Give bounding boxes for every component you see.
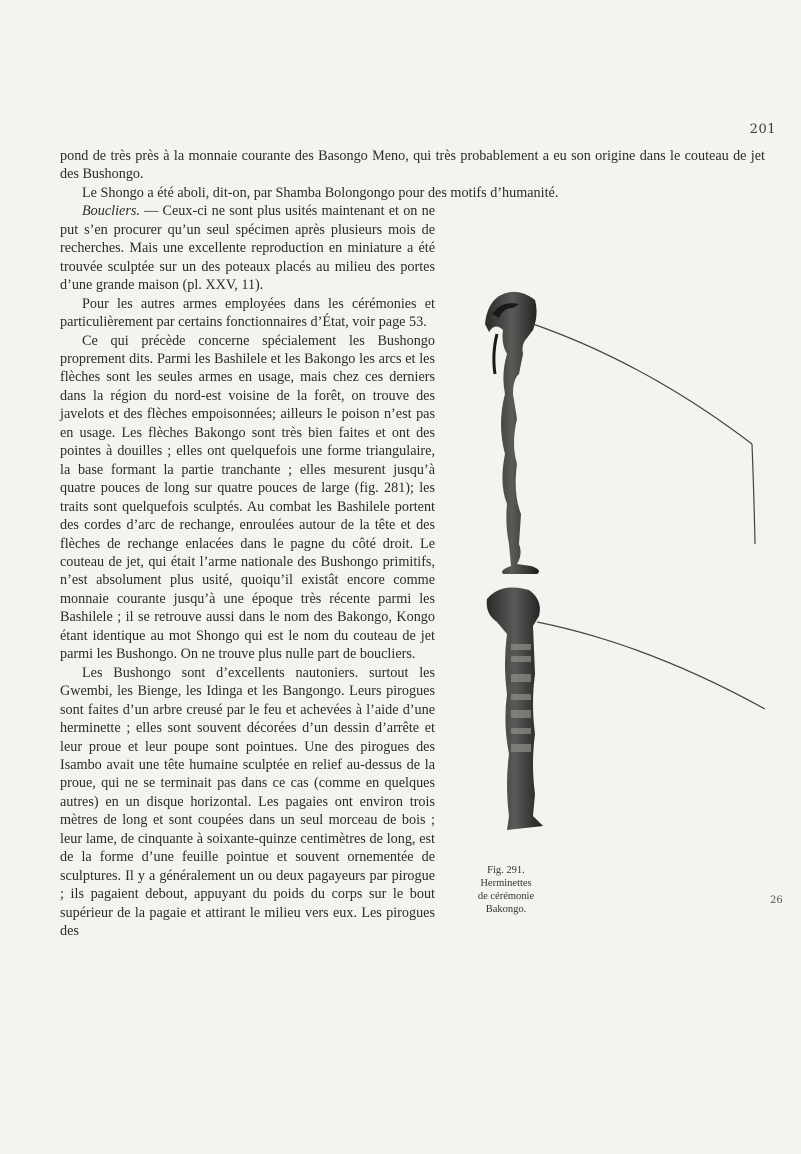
top-adze [485, 292, 755, 574]
bottom-adze [487, 588, 765, 831]
footer-signature: 26 [770, 895, 783, 906]
paragraph-4: Pour les autres armes employées dans les cérémonies et particulièrement par certains fonctionnaires d’État, voir page 53. [60, 295, 435, 331]
paragraph-2: Le Shongo a été aboli, dit-on, par Shamba Bolongongo pour des motifs d’humanité. [82, 184, 559, 201]
paragraph-1: pond de très près à la monnaie courante des Basongo Meno, qui très probablement a eu son origine dans le couteau de jet des Bushongo. [60, 148, 765, 183]
paragraph-6: Les Bushongo sont d’excellents nautoniers. surtout les Gwembi, les Bienge, les Idinga et les Bangongo. Leurs pirogues sont faites d’un arbre creusé par le feu et achevées à l’aide d’une herminette ; elles sont souvent décorées d’un dessin d’arrête et leur proue et leur poupe sont pointues. Une des pirogues des Isambo avait une tête humaine sculptée en relief au-dessus de la proue, qui ne se terminait pas dans ce cas (comme en quelques autres) en un disque horizontal. Les pagaies ont environ trois mètres de long et sont coupées dans un seul morceau de bois ; leur lame, de cinquante à soixante-quinze centimètres de long, est de la forme d’une feuille pointue et souvent ornementée de sculptures. Il y a généralement un ou deux pagayeurs par pirogue ; ils pagaient debout, appuyant du poids du corps sur le bout supérieur de la pagaie et attirant le milieu vers eux. Les pirogues des [60, 664, 435, 940]
boucliers-text: — Ceux-ci ne sont plus usités maintenant et on ne put s’en procurer qu’un seul spécimen après plusieurs mois de recherches. Mais une excellente reproduction en miniature a été trouvée sculptée sur un des poteaux placés au milieu des portes d’une grande maison (pl. XXV, 11). [60, 203, 435, 294]
herminettes-illustration [447, 204, 765, 922]
page-number: 201 [749, 122, 776, 137]
boucliers-heading: Boucliers. [82, 203, 140, 220]
caption-line-2: de cérémonie [477, 891, 535, 903]
body-text [60, 147, 765, 940]
figure-caption [447, 864, 565, 916]
paragraph-5: Ce qui précède concerne spécialement les Bushongo proprement dits. Parmi les Bashilele et les Bakongo les arcs et les flèches sont les seules armes en usage, mais chez ces derniers dans la région du nord-est voisine de la forêt, on trouve des javelots et des flèches empoisonnées; ailleurs le poison n’est pas en usage. Les flèches Bakongo sont très bien faites et ont des pointes à douilles ; elles ont quelquefois une forme triangulaire, la base formant la partie tranchante ; elles mesurent jusqu’à quatre pouces de long sur quatre pouces de large (fig. 281); les traits sont quelquefois sculptés. Au combat les Bashilele portent des cordes d’arc de rechange, enroulées autour de la tête et des flèches de rechange enlacées dans le pagne du côté droit. Le couteau de jet, qui était l’arme nationale des Bushongo primitifs, n’est absolument plus usité, quoiqu’il existât encore comme monnaie courante jusqu’à une époque très récente parmi les Bashilele ; il se retrouve aussi dans le nom des Bakongo, Kongo étant identique au mot Shongo qui est le nom du couteau de jet parmi les Bushongo. On ne trouve plus nulle part de boucliers. [60, 332, 435, 663]
caption-line-3: Bakongo. [485, 904, 527, 916]
figure-label: Fig. 291. [487, 865, 525, 877]
caption-line-1: Herminettes [480, 878, 532, 890]
figure-291 [447, 204, 765, 922]
